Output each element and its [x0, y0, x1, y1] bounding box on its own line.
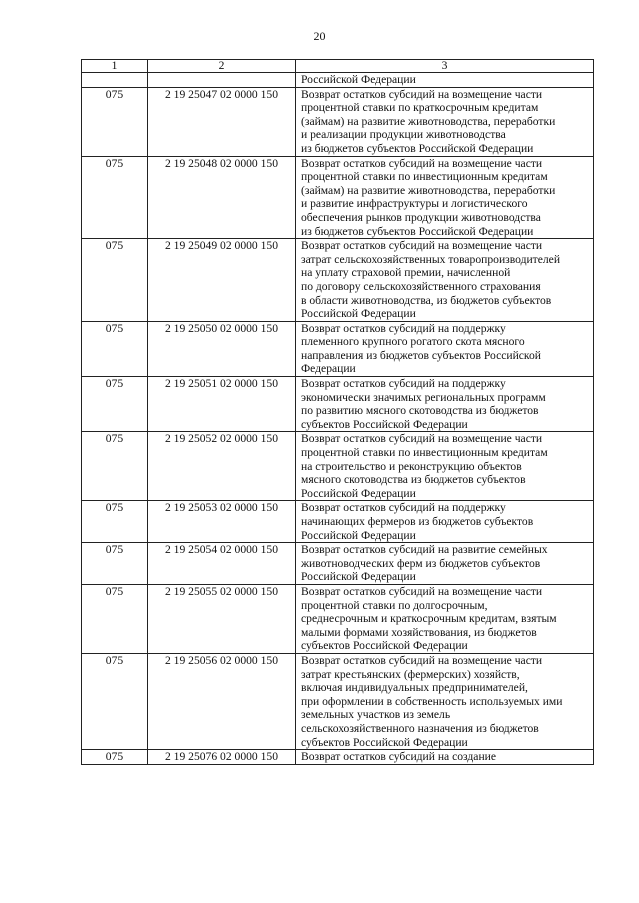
- description-line: начинающих фермеров из бюджетов субъектов: [301, 515, 534, 528]
- description-cell: [296, 87, 594, 156]
- description-line: племенного крупного рогатого скота мясного: [301, 335, 525, 349]
- description-line: Возврат остатков субсидий на возмещение части: [301, 432, 543, 446]
- admin-code-cell: 075: [82, 321, 148, 376]
- description-line: Российской Федерации: [301, 528, 416, 542]
- table-row: [82, 87, 594, 156]
- table-row: [82, 750, 594, 765]
- description-line: мясного скотоводства из бюджетов субъектов: [301, 473, 526, 487]
- description-line: Возврат остатков субсидий на возмещение части: [301, 87, 543, 101]
- description-line: процентной ставки по краткосрочным кредитам: [301, 101, 539, 115]
- budget-codes-table: [81, 59, 594, 765]
- description-cell: [296, 653, 594, 749]
- admin-code-cell: 075: [82, 584, 148, 653]
- budget-classification-code-cell: 2 19 25056 02 0000 150: [148, 653, 296, 749]
- admin-code-cell: 075: [82, 87, 148, 156]
- admin-code-cell: 075: [82, 156, 148, 239]
- description-line: Возврат остатков субсидий на поддержку: [301, 501, 506, 515]
- description-cell: [296, 321, 594, 376]
- budget-classification-code-cell: 2 19 25055 02 0000 150: [148, 584, 296, 653]
- table-row: [82, 501, 594, 543]
- description-line: при оформлении в собственность используемых ими: [301, 694, 563, 708]
- admin-code-cell: 075: [82, 543, 148, 585]
- table-row: [82, 239, 594, 322]
- description-line: среднесрочным и краткосрочным кредитам, взятым: [301, 612, 557, 626]
- description-line: экономически значимых региональных программ: [301, 390, 546, 404]
- budget-classification-code-cell: 2 19 25049 02 0000 150: [148, 239, 296, 322]
- description-line: земельных участков из земель: [301, 708, 451, 722]
- description-line: Федерации: [301, 362, 356, 376]
- description-line: Возврат остатков субсидий на возмещение части: [301, 156, 543, 170]
- admin-code-cell: 075: [82, 432, 148, 501]
- description-line: из бюджетов субъектов Российской Федерации: [301, 141, 534, 155]
- description-line: и развитие инфраструктуры и логистического: [301, 197, 528, 211]
- description-cell: [296, 432, 594, 501]
- description-line: Возврат остатков субсидий на возмещение части: [301, 653, 543, 667]
- description-line: Возврат остатков субсидий на возмещение части: [301, 584, 543, 598]
- description-line: Российской Федерации: [301, 307, 416, 321]
- description-line: субъектов Российской Федерации: [301, 417, 468, 431]
- budget-classification-code-cell: 2 19 25053 02 0000 150: [148, 501, 296, 543]
- header-cell-2: 2: [148, 60, 296, 73]
- description-line: сельскохозяйственного назначения из бюджетов: [301, 721, 539, 735]
- description-line: Возврат остатков субсидий на развитие семейных: [301, 543, 548, 557]
- description-cell: [296, 501, 594, 543]
- description-line: затрат крестьянских (фермерских) хозяйств,: [301, 667, 520, 681]
- budget-classification-code-cell: 2 19 25047 02 0000 150: [148, 87, 296, 156]
- description-line: Российской Федерации: [301, 73, 416, 86]
- budget-classification-code-cell: 2 19 25051 02 0000 150: [148, 377, 296, 432]
- description-line: Возврат остатков субсидий на создание: [301, 750, 497, 764]
- description-line: затрат сельскохозяйственных товаропроизводителей: [301, 252, 561, 266]
- budget-classification-code-cell: 2 19 25076 02 0000 150: [148, 750, 296, 765]
- table-header-row: [82, 60, 594, 73]
- admin-code-cell: 075: [82, 653, 148, 749]
- admin-code-cell: 075: [82, 239, 148, 322]
- admin-code-cell: 075: [82, 377, 148, 432]
- description-line: по развитию мясного скотоводства из бюджетов: [301, 404, 539, 418]
- description-line: процентной ставки по инвестиционным кредитам: [301, 446, 548, 460]
- description-line: процентной ставки по инвестиционным кредитам: [301, 170, 548, 184]
- table-row: [82, 432, 594, 501]
- description-line: процентной ставки по долгосрочным,: [301, 598, 488, 612]
- description-cell: [296, 239, 594, 322]
- description-line: по договору сельскохозяйственного страхования: [301, 279, 541, 293]
- description-line: и реализации продукции животноводства: [301, 128, 506, 142]
- description-cell: [296, 750, 594, 765]
- budget-classification-code-cell: [148, 73, 296, 88]
- table-row: [82, 543, 594, 585]
- description-line: в области животноводства, из бюджетов субъектов: [301, 293, 552, 307]
- description-cell: [296, 73, 594, 88]
- description-line: малыми формами хозяйствования, из бюджетов: [301, 625, 537, 639]
- budget-classification-code-cell: 2 19 25052 02 0000 150: [148, 432, 296, 501]
- admin-code-cell: [82, 73, 148, 88]
- description-line: обеспечения рынков продукции животноводства: [301, 210, 541, 224]
- table-row: [82, 73, 594, 88]
- description-cell: [296, 156, 594, 239]
- description-line: субъектов Российской Федерации: [301, 735, 468, 749]
- table-row: [82, 377, 594, 432]
- description-line: Возврат остатков субсидий на возмещение части: [301, 239, 543, 253]
- admin-code-cell: 075: [82, 501, 148, 543]
- table-row: [82, 584, 594, 653]
- description-line: Возврат остатков субсидий на поддержку: [301, 321, 506, 335]
- admin-code-cell: 075: [82, 750, 148, 765]
- description-line: включая индивидуальных предпринимателей,: [301, 681, 528, 695]
- description-line: (займам) на развитие животноводства, переработки: [301, 183, 556, 197]
- description-line: Российской Федерации: [301, 570, 416, 584]
- description-cell: [296, 543, 594, 585]
- page-number: 20: [313, 29, 326, 43]
- table-row: [82, 156, 594, 239]
- description-line: на уплату страховой премии, начисленной: [301, 266, 511, 280]
- description-line: из бюджетов субъектов Российской Федерации: [301, 224, 534, 238]
- description-line: на строительство и реконструкцию объектов: [301, 459, 522, 473]
- table-body: [82, 60, 594, 765]
- budget-classification-code-cell: 2 19 25054 02 0000 150: [148, 543, 296, 585]
- description-cell: [296, 584, 594, 653]
- budget-classification-code-cell: 2 19 25050 02 0000 150: [148, 321, 296, 376]
- header-cell-3: 3: [296, 60, 594, 73]
- description-line: животноводческих ферм из бюджетов субъектов: [301, 556, 541, 570]
- description-line: Российской Федерации: [301, 486, 416, 500]
- budget-classification-code-cell: 2 19 25048 02 0000 150: [148, 156, 296, 239]
- description-line: направления из бюджетов субъектов Российской: [301, 348, 541, 362]
- table-row: [82, 653, 594, 749]
- header-cell-1: 1: [82, 60, 148, 73]
- description-line: (займам) на развитие животноводства, переработки: [301, 114, 556, 128]
- description-line: Возврат остатков субсидий на поддержку: [301, 377, 506, 391]
- table-row: [82, 321, 594, 376]
- description-line: субъектов Российской Федерации: [301, 639, 468, 653]
- description-cell: [296, 377, 594, 432]
